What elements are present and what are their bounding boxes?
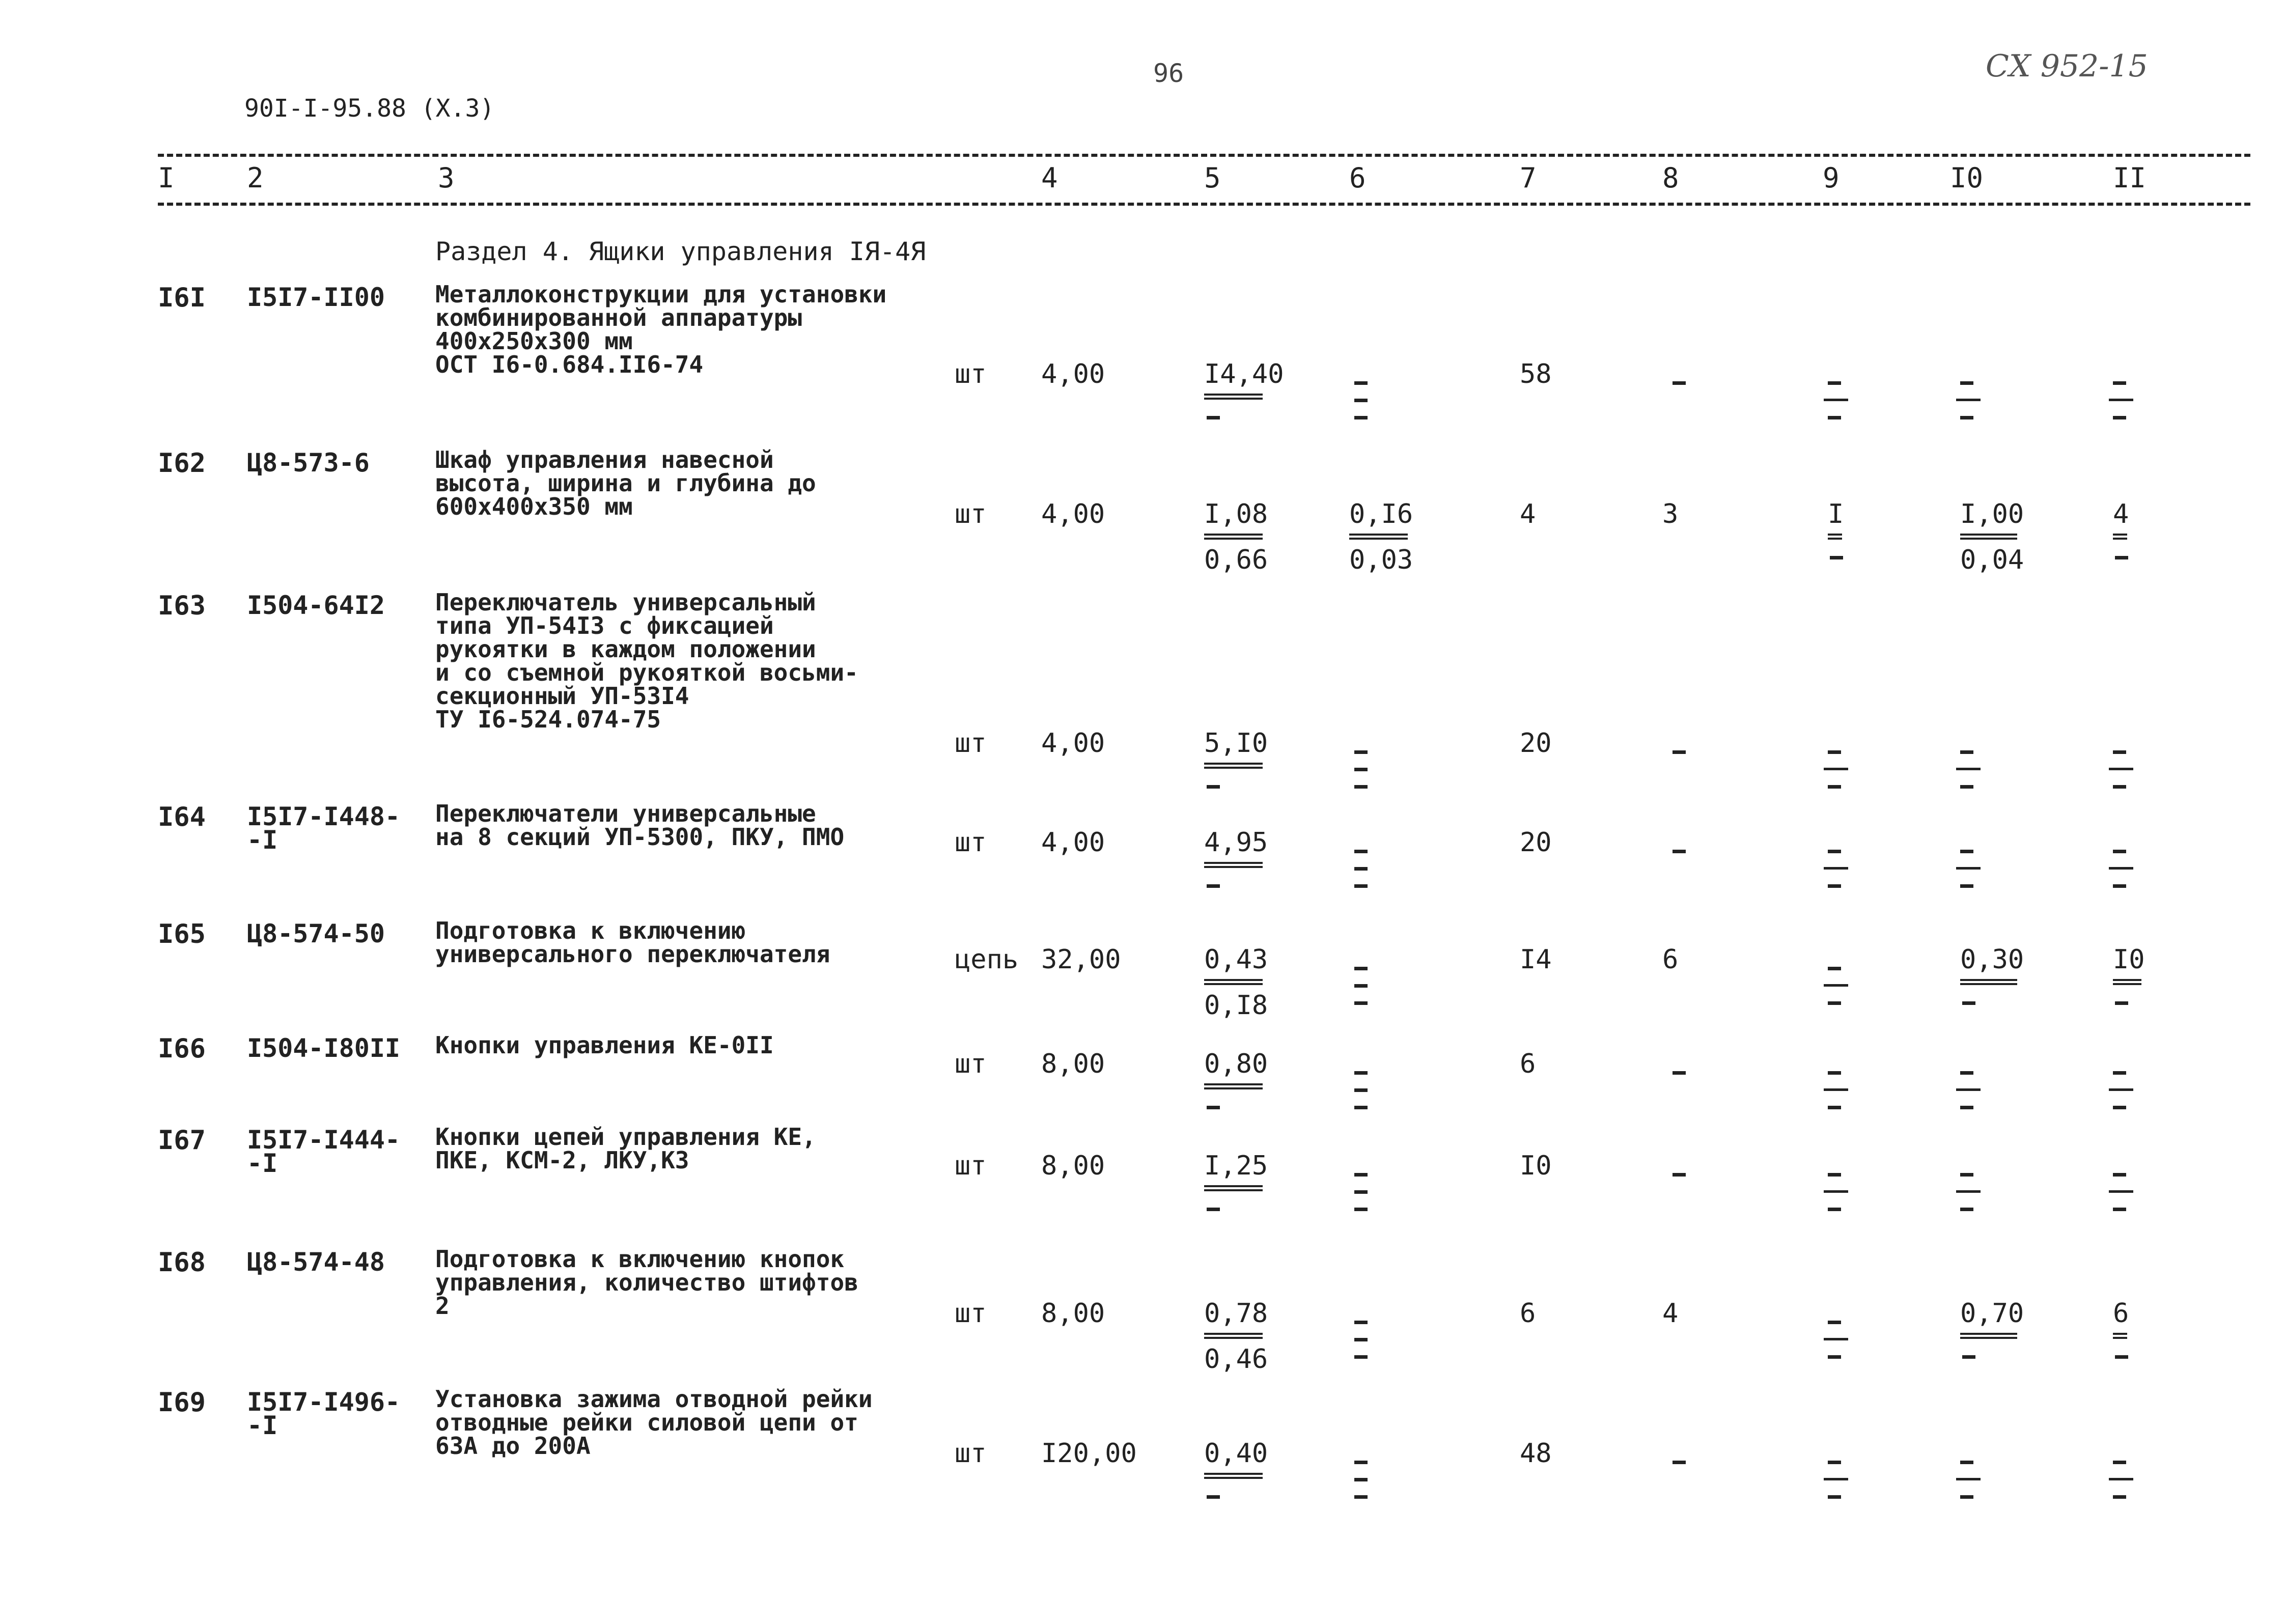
fraction-bar	[1828, 534, 1842, 540]
section-title: Раздел 4. Ящики управления IЯ-4Я	[435, 237, 926, 266]
row-col5-top: 0,40	[1204, 1438, 1268, 1469]
fraction-bar	[1956, 1088, 1981, 1091]
fraction-bar	[2109, 1478, 2133, 1480]
row-col7: 48	[1520, 1438, 1552, 1469]
row-code: Ц8-573-6	[247, 448, 370, 478]
dash-mark	[1828, 1355, 1841, 1359]
row-code: I5I7-I496-	[247, 1387, 401, 1417]
row-description: Кнопки управления КЕ-0II	[435, 1031, 774, 1059]
fraction-bar	[2113, 534, 2127, 540]
header-rule-top	[158, 154, 2250, 157]
row-col5-top: 5,I0	[1204, 728, 1268, 759]
row-quantity: 4,00	[1041, 728, 1105, 759]
dash-mark	[1962, 1001, 1975, 1005]
dash-mark	[1828, 1071, 1841, 1075]
row-c11-top: 4	[2113, 499, 2129, 529]
dash-mark	[1960, 884, 1973, 888]
row-quantity: 8,00	[1041, 1049, 1105, 1079]
row-col5-bottom: 0,66	[1204, 545, 1268, 575]
row-description: рукоятки в каждом положении	[435, 635, 816, 663]
column-header-4: 4	[1041, 162, 1058, 194]
row-description: 400х250х300 мм	[435, 327, 633, 355]
dash-mark	[1960, 750, 1973, 754]
row-col6-bottom: 0,03	[1349, 545, 1413, 575]
dash-mark	[1354, 1478, 1368, 1481]
fraction-bar	[2109, 867, 2133, 870]
row-number: I68	[158, 1247, 206, 1278]
fraction-bar	[1956, 399, 1981, 401]
row-col7: 6	[1520, 1049, 1536, 1079]
dash-mark	[1354, 967, 1368, 970]
dash-mark	[1673, 750, 1686, 754]
dash-mark	[1673, 1461, 1686, 1464]
dash-mark	[1960, 785, 1973, 789]
dash-mark	[1960, 381, 1973, 385]
row-col8: 6	[1662, 944, 1679, 975]
dash-mark	[1828, 785, 1841, 789]
dash-mark	[2113, 416, 2126, 419]
row-description: Установка зажима отводной рейки	[435, 1385, 873, 1413]
row-col5-top: I4,40	[1204, 359, 1284, 389]
fraction-bar	[1824, 1478, 1848, 1480]
column-header-9: 9	[1823, 162, 1840, 194]
fraction-bar	[1824, 399, 1848, 401]
fraction-bar	[1824, 1088, 1848, 1091]
row-unit: шт	[955, 1151, 987, 1181]
row-col6-top: 0,I6	[1349, 499, 1413, 529]
dash-mark	[1354, 1208, 1368, 1211]
dash-mark	[1828, 1106, 1841, 1109]
fraction-bar	[1204, 394, 1263, 400]
dash-mark	[1960, 1173, 1973, 1177]
row-col7: 20	[1520, 827, 1552, 858]
dash-mark	[1828, 416, 1841, 419]
row-description: универсального переключателя	[435, 940, 830, 968]
row-quantity: 4,00	[1041, 359, 1105, 389]
column-header-10: I0	[1950, 162, 1984, 194]
dash-mark	[2113, 785, 2126, 789]
row-c11-top: I0	[2113, 944, 2145, 975]
dash-mark	[2115, 1001, 2128, 1005]
row-number: I66	[158, 1033, 206, 1064]
dash-mark	[1960, 416, 1973, 419]
row-c11-top: 6	[2113, 1298, 2129, 1329]
row-col7: 4	[1520, 499, 1536, 529]
fraction-bar	[2109, 399, 2133, 401]
row-unit: шт	[955, 1049, 987, 1079]
fraction-bar	[1960, 1333, 2017, 1339]
dash-mark	[1960, 1106, 1973, 1109]
dash-mark	[1960, 1461, 1973, 1464]
fraction-bar	[1204, 1473, 1263, 1479]
dash-mark	[1960, 850, 1973, 853]
row-number: I6I	[158, 283, 206, 313]
column-header-7: 7	[1520, 162, 1537, 194]
row-description: ПКЕ, КСМ-2, ЛКУ,КЗ	[435, 1146, 689, 1174]
dash-mark	[1354, 1071, 1368, 1075]
row-code: I504-64I2	[247, 591, 385, 620]
fraction-bar	[2113, 1333, 2127, 1339]
dash-mark	[1354, 1355, 1368, 1359]
fraction-bar	[1824, 984, 1848, 987]
dash-mark	[1828, 1495, 1841, 1499]
fraction-bar	[2113, 979, 2141, 985]
dash-mark	[2115, 556, 2128, 559]
column-header-8: 8	[1662, 162, 1679, 194]
dash-mark	[1828, 967, 1841, 970]
dash-mark	[1354, 850, 1368, 853]
row-description: комбинированной аппаратуры	[435, 304, 802, 331]
dash-mark	[1354, 1173, 1368, 1177]
row-description: Подготовка к включению	[435, 917, 746, 944]
dash-mark	[1960, 1495, 1973, 1499]
row-description: 63А до 200А	[435, 1432, 591, 1460]
dash-mark	[1828, 1208, 1841, 1211]
row-quantity: 32,00	[1041, 944, 1121, 975]
row-description: управления, количество штифтов	[435, 1269, 858, 1296]
row-quantity: 8,00	[1041, 1298, 1105, 1329]
dash-mark	[2113, 1461, 2126, 1464]
fraction-bar	[1204, 862, 1263, 868]
fraction-bar	[2109, 1190, 2133, 1193]
row-description: 2	[435, 1292, 450, 1320]
dash-mark	[2113, 1106, 2126, 1109]
dash-mark	[1828, 850, 1841, 853]
dash-mark	[1354, 1001, 1368, 1005]
row-description: ТУ I6-524.074-75	[435, 706, 661, 733]
row-code: Ц8-574-48	[247, 1247, 385, 1277]
row-quantity: 8,00	[1041, 1151, 1105, 1181]
row-description: отводные рейки силовой цепи от	[435, 1409, 858, 1436]
row-quantity: I20,00	[1041, 1438, 1137, 1469]
row-number: I63	[158, 591, 206, 621]
row-col7: I4	[1520, 944, 1552, 975]
dash-mark	[1354, 984, 1368, 988]
archive-stamp: СХ 952-15	[1986, 48, 2148, 84]
dash-mark	[1354, 1106, 1368, 1109]
fraction-bar	[1204, 763, 1263, 769]
row-c10-top: 0,30	[1960, 944, 2024, 975]
dash-mark	[2113, 850, 2126, 853]
dash-mark	[1207, 1106, 1220, 1109]
row-code: I5I7-I448-	[247, 802, 401, 831]
row-description: Подготовка к включению кнопок	[435, 1245, 845, 1273]
column-header-11: II	[2113, 162, 2147, 194]
row-col5-top: I,08	[1204, 499, 1268, 529]
row-description: Переключатель универсальный	[435, 589, 816, 616]
row-description: Кнопки цепей управления КЕ,	[435, 1123, 816, 1151]
row-description: секционный УП-53I4	[435, 682, 689, 710]
dash-mark	[1828, 884, 1841, 888]
fraction-bar	[1956, 1190, 1981, 1193]
dash-mark	[1354, 867, 1368, 871]
row-unit: шт	[955, 1298, 987, 1329]
fraction-bar	[1824, 867, 1848, 870]
row-quantity: 4,00	[1041, 827, 1105, 858]
row-col5-bottom: 0,46	[1204, 1344, 1268, 1375]
row-description: Металлоконструкции для установки	[435, 281, 887, 308]
dash-mark	[1673, 850, 1686, 853]
dash-mark	[1354, 768, 1368, 771]
fraction-bar	[1824, 768, 1848, 770]
fraction-bar	[2109, 768, 2133, 770]
row-col5-top: 4,95	[1204, 827, 1268, 858]
row-code: I5I7-II00	[247, 283, 385, 312]
row-code: I504-I80II	[247, 1033, 401, 1063]
dash-mark	[1354, 1495, 1368, 1499]
row-col8: 3	[1662, 499, 1679, 529]
dash-mark	[1354, 1461, 1368, 1464]
row-col5-top: 0,78	[1204, 1298, 1268, 1329]
row-col5-top: I,25	[1204, 1151, 1268, 1181]
dash-mark	[1828, 750, 1841, 754]
fraction-bar	[1824, 1190, 1848, 1193]
row-quantity: 4,00	[1041, 499, 1105, 529]
fraction-bar	[1960, 979, 2017, 985]
dash-mark	[2113, 1071, 2126, 1075]
dash-mark	[1207, 1208, 1220, 1211]
dash-mark	[1828, 1173, 1841, 1177]
dash-mark	[1962, 1355, 1975, 1359]
document-code: 90I-I-95.88 (X.3)	[244, 94, 495, 123]
row-c10-top: I,00	[1960, 499, 2024, 529]
row-c9-top: I	[1828, 499, 1844, 529]
dash-mark	[1354, 785, 1368, 789]
dash-mark	[1960, 1071, 1973, 1075]
row-number: I62	[158, 448, 206, 479]
page-number: 96	[1153, 59, 1184, 88]
fraction-bar	[1204, 1185, 1263, 1191]
fraction-bar	[1824, 1338, 1848, 1340]
dash-mark	[1354, 750, 1368, 754]
fraction-bar	[1960, 534, 2017, 540]
row-code: Ц8-574-50	[247, 919, 385, 948]
row-number: I69	[158, 1387, 206, 1418]
row-description: на 8 секций УП-5300, ПКУ, ПМО	[435, 823, 845, 851]
row-description: Переключатели универсальные	[435, 800, 816, 827]
dash-mark	[1354, 399, 1368, 402]
row-code: -I	[247, 825, 278, 855]
row-description: и со съемной рукояткой восьми-	[435, 659, 858, 686]
dash-mark	[2113, 1173, 2126, 1177]
fraction-bar	[1956, 1478, 1981, 1480]
row-col5-top: 0,80	[1204, 1049, 1268, 1079]
dash-mark	[1354, 381, 1368, 385]
column-header-5: 5	[1204, 162, 1221, 194]
dash-mark	[1207, 1495, 1220, 1499]
dash-mark	[1830, 556, 1843, 559]
row-number: I65	[158, 919, 206, 949]
row-col5-bottom: 0,I8	[1204, 990, 1268, 1021]
dash-mark	[1828, 1461, 1841, 1464]
dash-mark	[2113, 884, 2126, 888]
row-unit: шт	[955, 1438, 987, 1469]
dash-mark	[1207, 416, 1220, 419]
dash-mark	[1828, 1321, 1841, 1324]
fraction-bar	[1204, 534, 1263, 540]
fraction-bar	[1956, 768, 1981, 770]
row-unit: цепь	[955, 944, 1019, 975]
dash-mark	[1828, 1001, 1841, 1005]
fraction-bar	[1204, 1083, 1263, 1089]
fraction-bar	[2109, 1088, 2133, 1091]
column-header-6: 6	[1349, 162, 1366, 194]
row-unit: шт	[955, 728, 987, 759]
fraction-bar	[1349, 534, 1408, 540]
fraction-bar	[1956, 867, 1981, 870]
dash-mark	[1960, 1208, 1973, 1211]
column-header-2: 2	[247, 162, 264, 194]
dash-mark	[1673, 381, 1686, 385]
row-col7: I0	[1520, 1151, 1552, 1181]
dash-mark	[1207, 785, 1220, 789]
row-description: высота, ширина и глубина до	[435, 469, 816, 497]
row-col7: 6	[1520, 1298, 1536, 1329]
row-c10-top: 0,70	[1960, 1298, 2024, 1329]
row-col7: 20	[1520, 728, 1552, 759]
row-description: Шкаф управления навесной	[435, 446, 774, 473]
header-rule-bottom	[158, 203, 2250, 206]
row-description: типа УП-54I3 с фиксацией	[435, 612, 774, 639]
row-unit: шт	[955, 827, 987, 858]
row-code: -I	[247, 1411, 278, 1440]
row-description: 600х400х350 мм	[435, 493, 633, 520]
dash-mark	[1354, 1088, 1368, 1092]
dash-mark	[1673, 1173, 1686, 1177]
row-code: I5I7-I444-	[247, 1125, 401, 1155]
dash-mark	[1354, 1321, 1368, 1324]
row-col7: 58	[1520, 359, 1552, 389]
dash-mark	[2113, 381, 2126, 385]
row-number: I64	[158, 802, 206, 832]
dash-mark	[2115, 1355, 2128, 1359]
dash-mark	[1207, 884, 1220, 888]
dash-mark	[1673, 1071, 1686, 1075]
dash-mark	[1354, 416, 1368, 419]
row-col5-top: 0,43	[1204, 944, 1268, 975]
column-header-3: 3	[438, 162, 455, 194]
row-description: ОСТ I6-0.684.II6-74	[435, 351, 704, 378]
row-unit: шт	[955, 499, 987, 529]
row-unit: шт	[955, 359, 987, 389]
fraction-bar	[1204, 979, 1263, 985]
row-number: I67	[158, 1125, 206, 1156]
fraction-bar	[1204, 1333, 1263, 1339]
dash-mark	[2113, 1208, 2126, 1211]
column-header-1: I	[158, 162, 175, 194]
dash-mark	[2113, 750, 2126, 754]
dash-mark	[1828, 381, 1841, 385]
row-c10-bottom: 0,04	[1960, 545, 2024, 575]
dash-mark	[1354, 1190, 1368, 1194]
row-col8: 4	[1662, 1298, 1679, 1329]
dash-mark	[1354, 1338, 1368, 1341]
dash-mark	[1354, 884, 1368, 888]
dash-mark	[2113, 1495, 2126, 1499]
row-code: -I	[247, 1149, 278, 1178]
